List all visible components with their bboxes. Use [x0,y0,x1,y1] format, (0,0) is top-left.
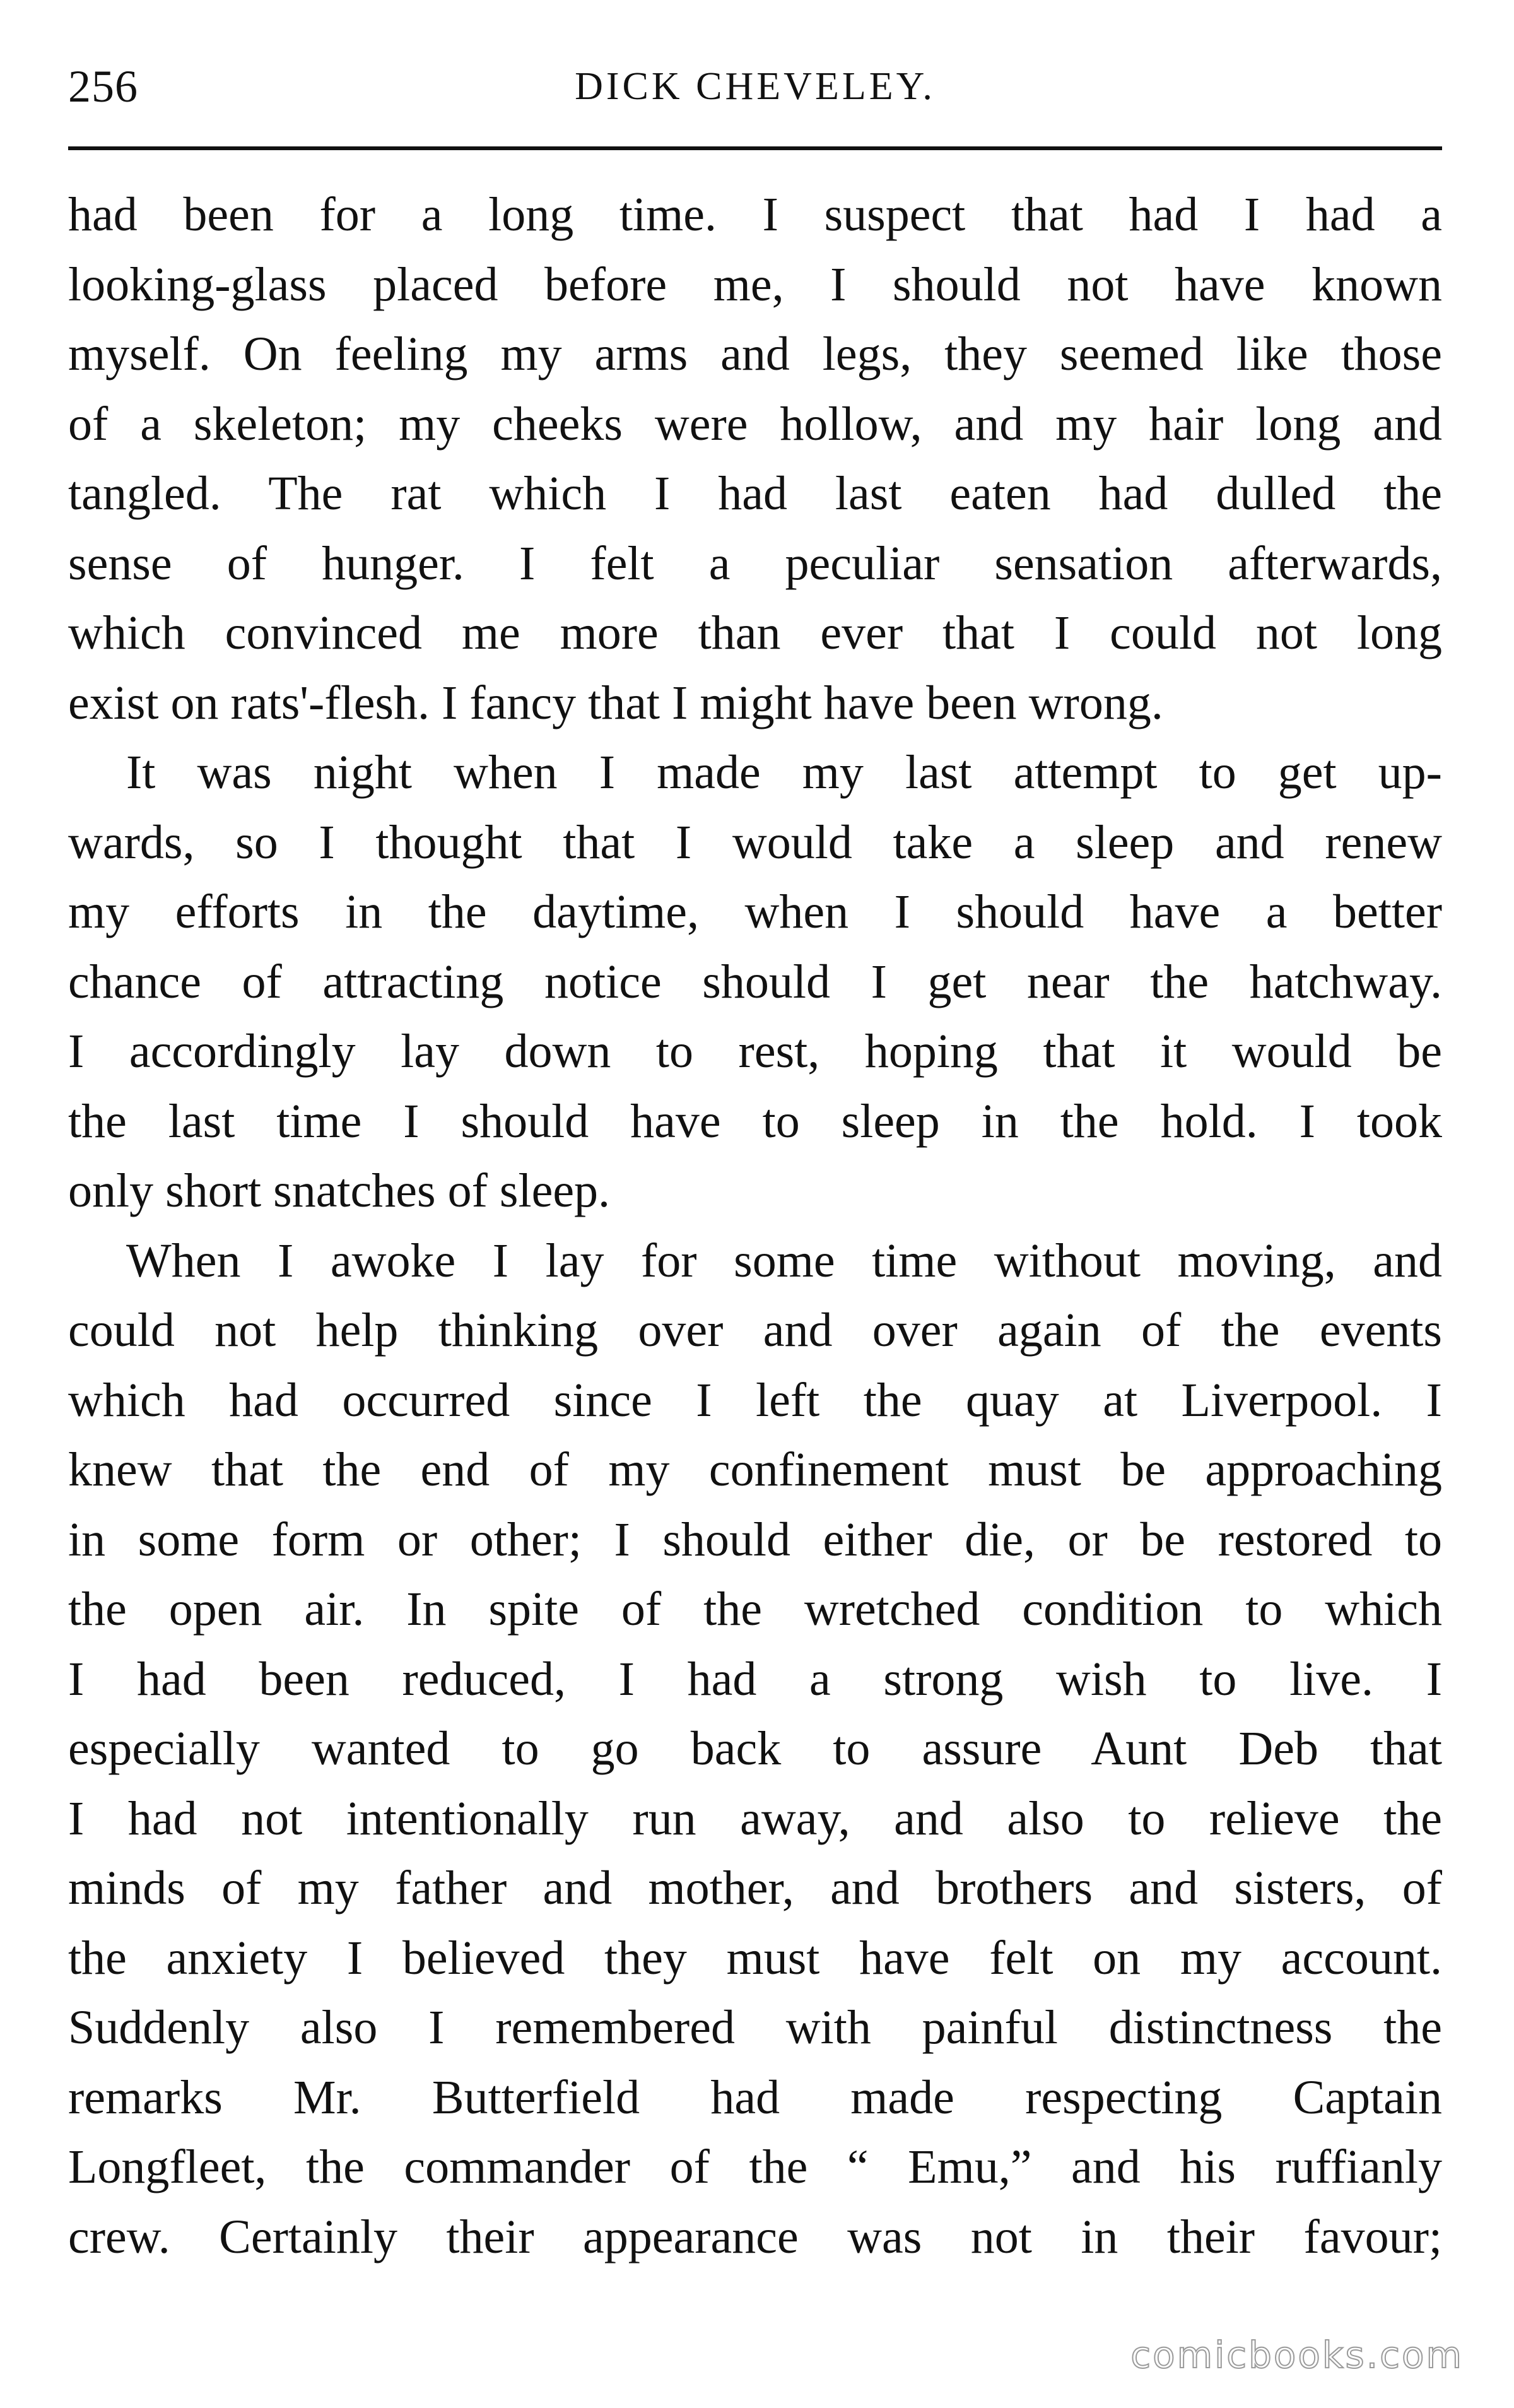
text-line: which had occurred since I left the quay at Liverpool. I [68,1373,1442,1427]
text-line: Suddenly also I remembered with painful distinctness the [68,2001,1442,2054]
text-line: the open air. In spite of the wretched condition to which [68,1583,1442,1636]
text-line: sense of hunger. I felt a peculiar sensation afterwards, [68,536,1442,590]
text-line: I had not intentionally run away, and also to relieve the [68,1791,1442,1845]
header-rule [68,146,1442,150]
text-line: the last time I should have to sleep in the hold. I took [68,1094,1442,1148]
text-line: the anxiety I believed they must have felt on my account. [68,1931,1442,1985]
text-line: especially wanted to go back to assure Aunt Deb that [68,1722,1442,1775]
text-line: Longfleet, the commander of the “ Emu,” and his ruffianly [68,2140,1442,2193]
text-line: could not help thinking over and over again of the events [68,1304,1442,1357]
text-line: my efforts in the daytime, when I should have a better [68,885,1442,938]
watermark: comicbooks.com [1130,2334,1464,2376]
text-line: crew. Certainly their appearance was not in their favour; [68,2210,1442,2263]
text-line: wards, so I thought that I would take a sleep and renew [68,815,1442,869]
text-line: had been for a long time. I suspect that had I had a [68,188,1442,241]
text-line: in some form or other; I should either die, or be restored to [68,1513,1442,1566]
text-line: chance of attracting notice should I get near the hatchway. [68,955,1442,1008]
text-line: myself. On feeling my arms and legs, they seemed like those [68,328,1442,381]
text-line: knew that the end of my confinement must be approaching [68,1443,1442,1496]
text-line: I accordingly lay down to rest, hoping that it would be [68,1025,1442,1078]
page-number: 256 [68,61,138,112]
running-head: DICK CHEVELEY. [575,65,936,108]
page-header [68,52,1442,121]
body-text [68,180,1442,2272]
text-line: I had been reduced, I had a strong wish to live. I [68,1652,1442,1706]
text-line: of a skeleton; my cheeks were hollow, and my hair long and [68,397,1442,451]
text-line: When I awoke I lay for some time without moving, and [126,1234,1442,1287]
text-line: only short snatches of sleep. [68,1164,611,1217]
text-line: exist on rats'-flesh. I fancy that I might have been wrong. [68,676,1163,729]
text-line: looking-glass placed before me, I should not have known [68,257,1442,311]
text-line: which convinced me more than ever that I could not long [68,606,1442,659]
text-line: minds of my father and mother, and brothers and sisters, of [68,1862,1442,1915]
text-line: remarks Mr. Butterfield had made respecting Captain [68,2070,1442,2124]
text-line: tangled. The rat which I had last eaten had dulled the [68,467,1442,520]
text-line: It was night when I made my last attempt to get up- [126,746,1442,799]
